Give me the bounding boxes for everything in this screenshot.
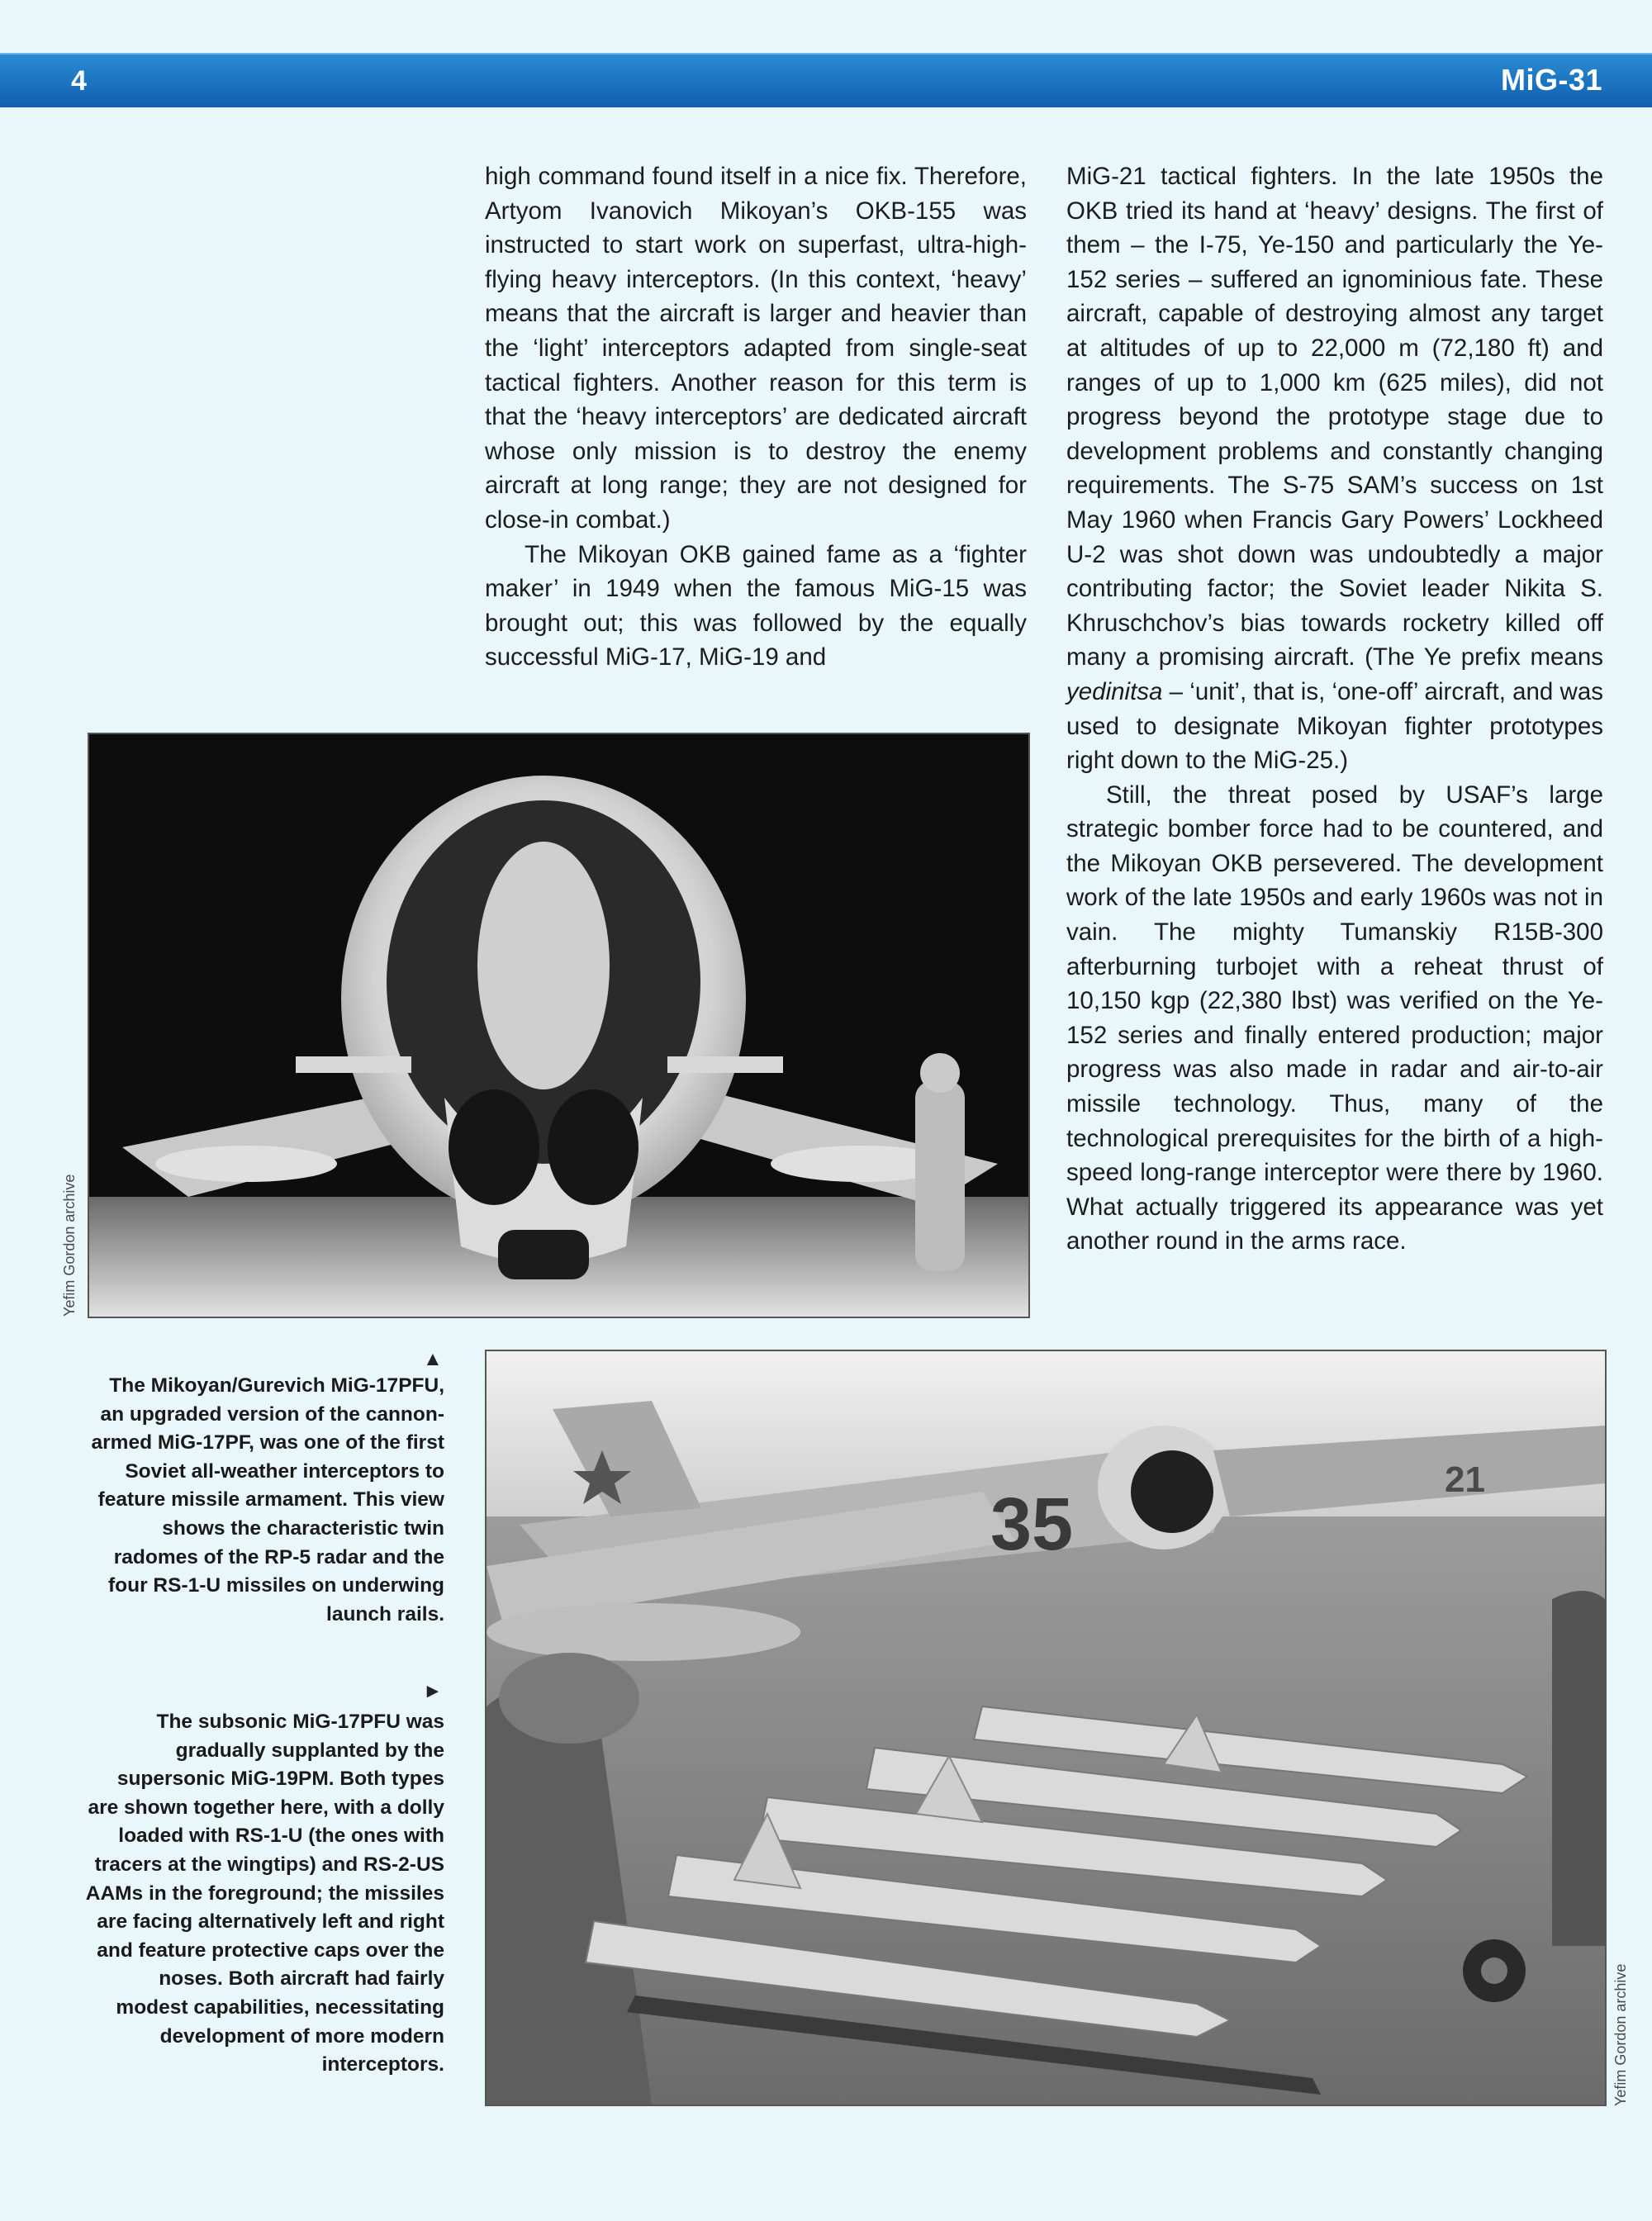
paragraph: high command found itself in a nice fix. Therefore, Artyom Ivanovich Mikoyan’s OKB-155 was instructed to start work on superfast, ultra-high-flying heavy interceptors. (In this context, ‘heavy’ means that the aircraft is larger and heavier than the ‘light’ interceptors adapted from single-seat tactical fighters. Another reason for this term is that the ‘heavy interceptors’ are dedicated aircraft whose only mission is to destroy the enemy aircraft at long range; they are not designed for close-in combat.): [485, 163, 1027, 534]
photo-mig17pfu-front-graphic: [89, 734, 1028, 1317]
photo-mig17pfu-mig19pm-missiles-graphic: [487, 1351, 1605, 2105]
paragraph: [1066, 159, 1603, 778]
paragraph: Still, the threat posed by USAF’s large strategic bomber force had to be countered, and the Mikoyan OKB persevered. The development work of the late 1950s and early 1960s was not in vain. The mighty Tumanskiy R15B-300 afterburning turbojet with a reheat thrust of 10,150 kgp (22,380 lbst) was verified on the Ye-152 series and finally entered production; major progress was also made in radar and air-to-air missile technology. Thus, many of the technological prerequisites for the birth of a high-speed long-range interceptor were there by 1960. What actually triggered its appearance was yet another round in the arms race.: [1066, 781, 1603, 1255]
tail-number-21: 21: [1445, 1459, 1485, 1500]
paragraph: The Mikoyan OKB gained fame as a ‘fighter maker’ in 1949 when the famous MiG-15 was brought out; this was followed by the equally successful MiG-17, MiG-19 and: [485, 540, 1027, 672]
caption-pointer-up-icon: ▲: [423, 1348, 443, 1370]
running-title: MiG-31: [1500, 63, 1602, 97]
caption-pointer-right-icon: ►: [423, 1680, 443, 1702]
italic-term: yedinitsa: [1066, 677, 1163, 705]
photo-credit: Yefim Gordon archive: [61, 1174, 78, 1317]
photo-mig17pfu-front: [88, 733, 1030, 1318]
text-column-2: [1066, 159, 1603, 1259]
photo-caption-2: The subsonic MiG-17PFU was gradually supplanted by the supersonic MiG-19PM. Both types are shown together here, with a dolly loaded with RS-1-U (the ones with tracers at the wingtips) and RS-2-US AAMs in the foreground; the missiles are facing alternatively left and right and feature protective caps over the noses. Both aircraft had fairly modest capabilities, necessitating development of more modern interceptors.: [85, 1711, 444, 2076]
text-run: – ‘unit’, that is, ‘one-off’ aircraft, and was used to designate Mikoyan fighter prototypes right down to the MiG-25.): [1066, 677, 1603, 775]
photo-mig17pfu-mig19pm-missiles: [485, 1350, 1607, 2106]
tail-number-35: 35: [990, 1483, 1074, 1566]
header-bar: [0, 53, 1652, 107]
page-number: 4: [71, 65, 87, 97]
text-column-1: [485, 159, 1027, 675]
photo-credit: Yefim Gordon archive: [1612, 1963, 1629, 2106]
photo-caption-1: The Mikoyan/Gurevich MiG-17PFU, an upgraded version of the cannon-armed MiG-17PF, was one of the first Soviet all-weather interceptors to feature missile armament. This view shows the characteristic twin radomes of the RP-5 radar and the four RS-1-U missiles on underwing launch rails.: [91, 1374, 444, 1625]
text-run: MiG-21 tactical fighters. In the late 1950s the OKB tried its hand at ‘heavy’ designs. The first of them – the I-75, Ye-150 and particularly the Ye-152 series – suffered an ignominious fate. These aircraft, capable of destroying almost any target at altitudes of up to 22,000 m (72,180 ft) and ranges of up to 1,000 km (625 miles), did not progress beyond the prototype stage due to development problems and constantly changing requirements. The S-75 SAM’s success on 1st May 1960 when Francis Gary Powers’ Lockheed U-2 was shot down was undoubtedly a major contributing factor; the Soviet leader Nikita S. Khruschchov’s bias towards rocketry killed off many a promising aircraft. (The Ye prefix means: [1066, 163, 1603, 672]
